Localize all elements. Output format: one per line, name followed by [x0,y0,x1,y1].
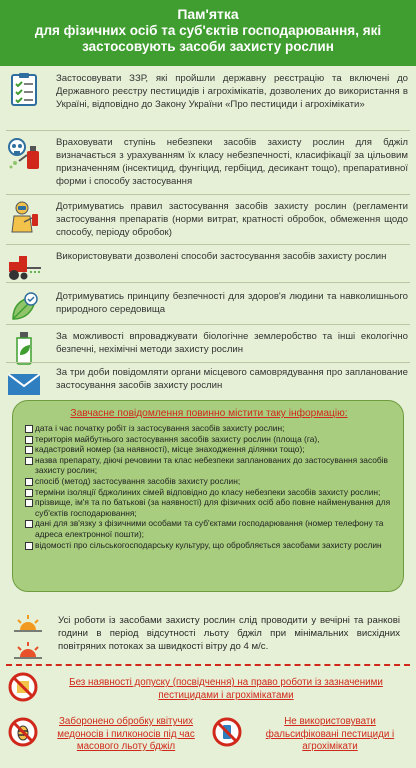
rule-item [0,136,416,188]
tractor-sprayer-icon [4,250,44,286]
warning-no-flowering [8,716,208,754]
timing-note [0,614,416,660]
timing-note-text: Усі роботи із засобами захисту рослин слід проводити у вечірні та ранкові години в період відсутності льоту бджіл при мінімальних висхідних повітряних потоках за швидкості вітру до 4 м/с. [58,615,400,652]
checklist-icon [4,72,44,108]
no-counterfeit-icon [212,717,246,752]
dashed-divider [6,664,410,666]
notification-info-box [12,400,404,592]
rule-text: Дотримуватись принципу безпечності для здоров'я людини та навколишнього природного середовища [56,291,408,315]
no-permit-icon [8,672,42,707]
rule-item [0,72,416,111]
warning-no-permit [8,672,408,707]
bio-bottle-icon [4,330,44,366]
list-item: прізвище, ім'я та по батькові (за наявності) для фізичних осіб або повне найменування для суб'єктів господарювання; [25,497,393,518]
sunset-icon [14,614,42,637]
rule-text: Застосовувати ЗЗР, які пройшли державну реєстрацію та включені до Державного реєстру пестицидів і агрохімікатів, дозволених до використання в Україні, відповідно до Закону України «Про пестициди і агрохімікати» [56,73,408,110]
warning-text: Не використовувати фальсифіковані пестициди і агрохімікати [265,716,395,752]
warning-text: Заборонено обробку квітучих медоносів і пилконосів під час масового льоту бджіл [57,716,195,752]
list-item: відомості про сільськогосподарську культуру, що обробляється засобами захисту рослин [25,540,393,551]
info-box-title: Завчасне повідомлення повинно містити таку інформацію: [70,408,348,419]
list-item: назва препарату, діючі речовини та клас небезпеки запланованих до застосування засобів захисту рослин; [25,455,393,476]
envelope-icon [4,366,44,402]
list-item: територія майбутнього застосування засобів захисту рослин (площа (га), [25,434,393,445]
divider [6,362,410,363]
rule-text: Враховувати ступінь небезпеки засобів захисту рослин для бджіл визначається з урахуванням їх класу небезпечності, класифікації за цільовим призначенням (інсектицид, фунгіцид, гербіцид, десикант тощо), препаративної форми і способу застосування [56,137,408,187]
divider [6,194,410,195]
rule-text: За три доби повідомляти органи місцевого самоврядування про запланование застосування засобів захисту рослин [56,367,408,391]
warning-no-counterfeit [212,716,412,754]
rule-item [0,330,416,366]
list-item: дані для зв'язку з фізичними особами та суб'єктами господарювання (номер телефону та адреса електронної пошти); [25,518,393,539]
list-item: дата і час початку робіт із застосування засобів захисту рослин; [25,423,393,434]
rule-item [0,200,416,239]
no-spraying-bee-icon [8,717,42,752]
leaf-check-icon [4,290,44,326]
rule-text: За можливості впроваджувати біологічне землеробство та інші екологічно безпечні, нехімічні методи захисту рослин [56,331,408,355]
rule-item [0,366,416,402]
info-list [25,423,393,550]
rule-text: Дотримуватись правил застосування засобів захисту рослин (регламенти застосування препаратів (норми витрат, кратності обробок, обмеження щодо способу, періоду обробок) [56,201,408,238]
list-item: спосіб (метод) застосування засобів захисту рослин; [25,476,393,487]
rule-text: Використовувати дозволені способи застосування засобів захисту рослин [56,251,387,262]
rule-item [0,290,416,326]
divider [6,324,410,325]
rule-item [0,250,416,286]
memo-header [0,0,416,66]
skull-sprayer-icon [4,136,44,172]
memo-title: Пам'ятка [177,6,239,22]
divider [6,130,410,131]
list-item: терміни ізоляції бджолиних сімей відповідно до класу небезпеки засобів захисту рослин; [25,487,393,498]
sunrise-icon [14,641,42,664]
protective-suit-icon [4,200,44,236]
memo-subtitle: для фізичних осіб та суб'єктів господарювання, які застосовують засоби захисту рослин [34,23,382,54]
list-item: кадастровий номер (за наявності), місце знаходження ділянки тощо); [25,444,393,455]
warning-text: Без наявності допуску (посвідчення) на право роботи із зазначеними пестицидами і агрохімікатами [69,677,383,701]
divider [6,282,410,283]
divider [6,244,410,245]
